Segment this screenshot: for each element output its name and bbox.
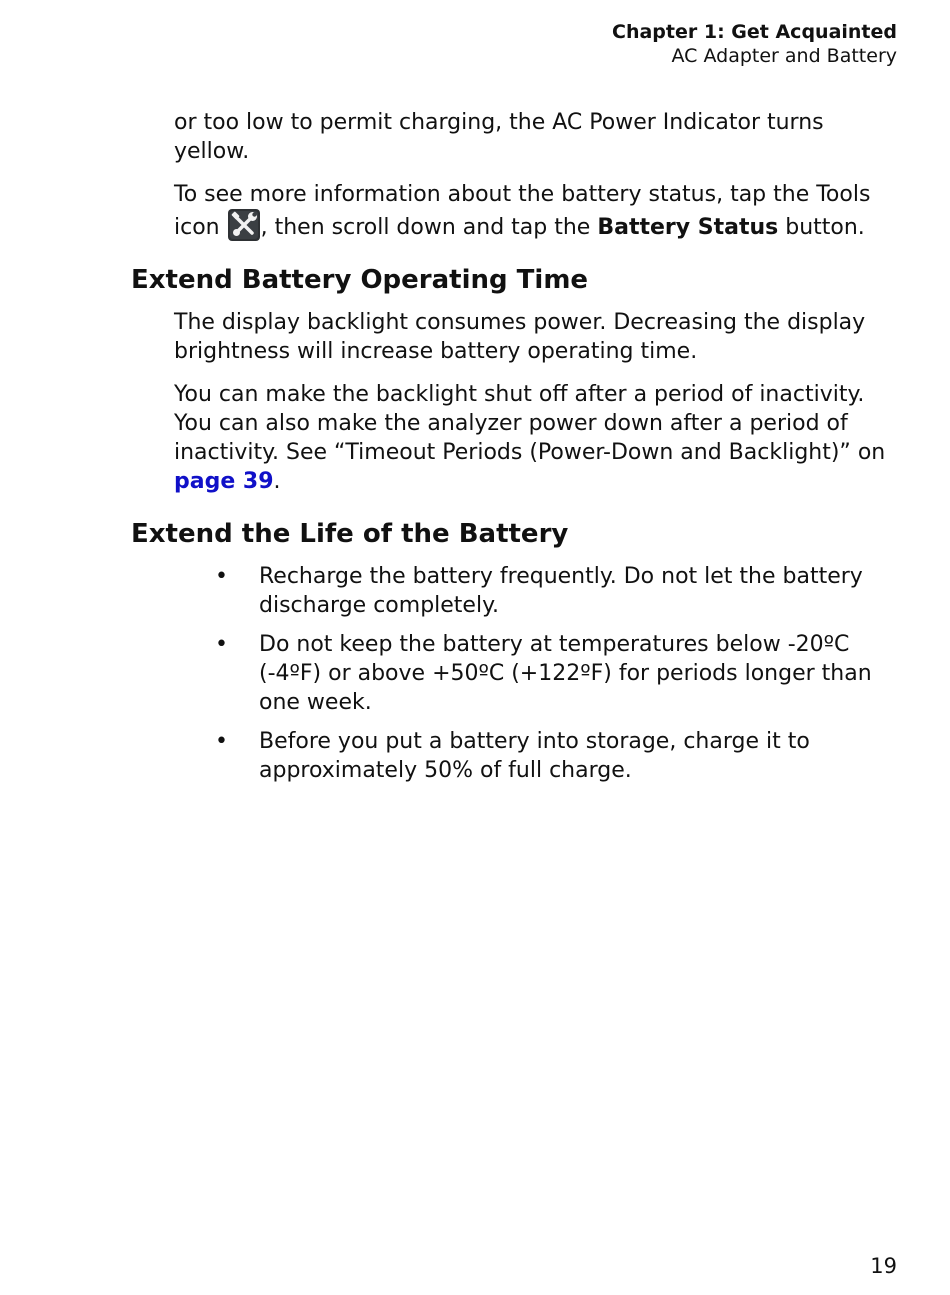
operating-time-p2-end: . [273, 469, 281, 494]
list-item-text: Recharge the battery frequently. Do not let the battery discharge completely. [259, 564, 863, 618]
page-39-link[interactable]: page 39 [174, 469, 274, 494]
operating-time-paragraph-1: The display backlight consumes power. Decreasing the display brightness will increase battery operating time. [174, 310, 866, 364]
bullet-icon: • [215, 564, 228, 589]
intro-paragraph-2 [174, 180, 898, 242]
running-header [612, 20, 897, 68]
list-item [215, 562, 898, 620]
heading-extend-battery-life: Extend the Life of the Battery [131, 519, 569, 549]
list-item-text: Before you put a battery into storage, charge it to approximately 50% of full charge. [259, 729, 810, 783]
intro-paragraph-1: or too low to permit charging, the AC Power Indicator turns yellow. [174, 110, 824, 164]
intro-p2-text-3: button. [778, 215, 865, 240]
intro-p2-text-1: To see more information about the battery status, tap the Tools icon [174, 182, 871, 240]
battery-status-label: Battery Status [597, 215, 779, 240]
section-title: AC Adapter and Battery [671, 45, 897, 67]
page-number: 19 [870, 1254, 897, 1278]
chapter-title: Chapter 1: Get Acquainted [612, 21, 897, 43]
intro-p2-text-2: , then scroll down and tap the [260, 215, 598, 240]
list-item-text: Do not keep the battery at temperatures below -20ºC (-4ºF) or above +50ºC (+122ºF) for periods longer than one week. [259, 632, 872, 715]
battery-life-list [0, 562, 950, 785]
bullet-icon: • [215, 729, 228, 754]
operating-time-paragraph-2 [174, 380, 898, 496]
tools-icon [228, 209, 260, 241]
list-item [215, 630, 898, 717]
bullet-icon: • [215, 632, 228, 657]
heading-extend-operating-time: Extend Battery Operating Time [131, 265, 589, 295]
page-content [0, 108, 950, 795]
list-item [215, 727, 898, 785]
operating-time-p2-text: You can make the backlight shut off after a period of inactivity. You can also make the analyzer power down after a period of inactivity. See “Timeout Periods (Power-Down and Backlight)” on [174, 382, 886, 465]
